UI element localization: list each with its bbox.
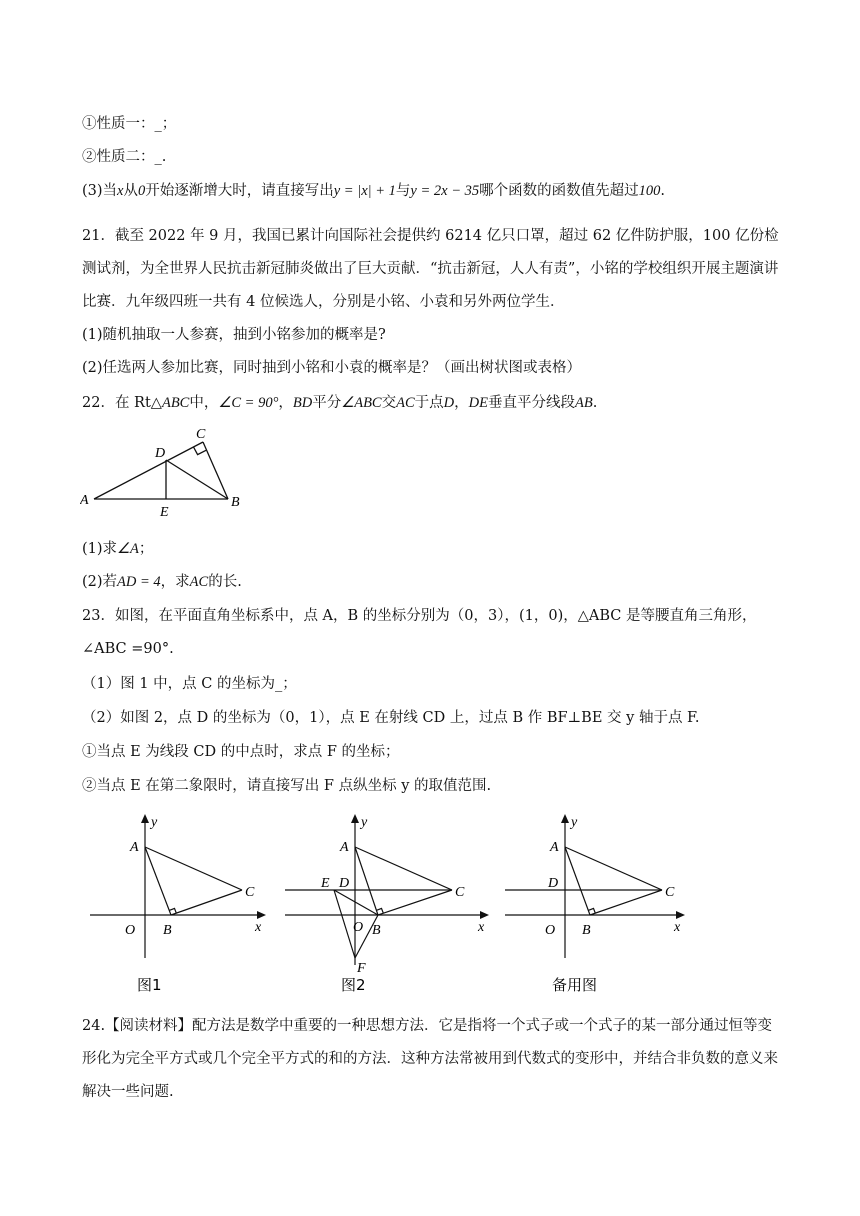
- q20-part3: (3)当x从0开始逐渐增大时，请直接写出y = |x| + 1与y = 2x − 35哪个函数的函数值先超过100.: [82, 183, 665, 199]
- origin-O: O: [353, 920, 364, 935]
- q23-part1: （1）图 1 中，点 C 的坐标为_；: [82, 676, 297, 692]
- point-B: B: [163, 923, 172, 938]
- axis-x-label: x: [674, 920, 681, 935]
- q23-part2-2: ②当点 E 在第二象限时，请直接写出 F 点纵坐标 y 的取值范围.: [82, 778, 492, 794]
- q22-part2: (2)若AD = 4，求AC的长.: [82, 574, 242, 590]
- label-C: C: [196, 427, 206, 442]
- q22-text: 22．在 Rt△ABC中，∠C = 90°，BD平分∠ABC交AC于点D，DE垂直平分线段AB.: [82, 395, 598, 411]
- point-B: B: [582, 923, 591, 938]
- origin-O: O: [545, 923, 556, 938]
- q20-property-one: ①性质一：_；: [82, 116, 177, 132]
- label-B: B: [231, 495, 240, 510]
- axis-x-label: x: [255, 920, 262, 935]
- q23-text: 23．如图，在平面直角坐标系中，点 A，B 的坐标分别为（0，3），(1，0)，△ABC 是等腰直角三角形，∠ABC =90°.: [82, 608, 757, 657]
- axis-y-label: y: [361, 815, 368, 830]
- figure-1-caption: 图1: [137, 976, 162, 994]
- axis-y-label: y: [571, 815, 578, 830]
- axis-x-label: x: [478, 920, 485, 935]
- figure-2-caption: 图2: [341, 976, 366, 994]
- q23-figure-1: [85, 810, 275, 1000]
- axis-y-label: y: [151, 815, 158, 830]
- point-C: C: [455, 885, 465, 900]
- function-one: y = |x| + 1: [333, 183, 396, 199]
- q23-figure-reserve: [500, 810, 700, 1000]
- q24-text: 24.【阅读材料】配方法是数学中重要的一种思想方法．它是指将一个式子或一个式子的某一部分通过恒等变形化为完全平方式或几个完全平方式的和的方法．这种方法常被用到代数式的变形中，并结合非负数的意义来解决一些问题.: [82, 1018, 778, 1100]
- point-A: A: [130, 840, 139, 855]
- q23-part2: （2）如图 2，点 D 的坐标为（0，1），点 E 在射线 CD 上，过点 B 作 BF⊥BE 交 y 轴于点 F.: [82, 710, 700, 726]
- label-E: E: [160, 505, 169, 520]
- q22-part1: (1)求∠A；: [82, 541, 154, 557]
- function-two: y = 2x − 35: [410, 183, 480, 199]
- point-B: B: [372, 923, 381, 938]
- point-D: D: [548, 876, 559, 891]
- q21-part1: (1)随机抽取一人参赛，抽到小铭参加的概率是?: [82, 327, 386, 343]
- point-F: F: [357, 961, 366, 976]
- q20-property-two: ②性质二：_.: [82, 149, 167, 165]
- point-C: C: [245, 885, 255, 900]
- q21-text: 21．截至 2022 年 9 月，我国已累计向国际社会提供约 6214 亿只口罩，超过 62 亿件防护服，100 亿份检测试剂，为全世界人民抗击新冠肺炎做出了巨大贡献．“抗击新冠，人人有责”，小铭的学校组织开展主题演讲比赛．九年级四班一共有 4 位候选人，分别是小铭、小袁和另外两位学生．: [82, 228, 779, 310]
- label-A: A: [80, 493, 89, 508]
- point-E: E: [321, 876, 330, 891]
- label-D: D: [155, 446, 166, 461]
- q21-part2: (2)任选两人参加比赛，同时抽到小铭和小袁的概率是？（画出树状图或表格）: [82, 360, 582, 376]
- var-x: x: [117, 183, 124, 199]
- q22-triangle-figure: [80, 425, 260, 520]
- point-D: D: [339, 876, 350, 891]
- reserve-figure-caption: 备用图: [552, 976, 598, 994]
- point-A: A: [550, 840, 559, 855]
- origin-O: O: [125, 923, 136, 938]
- point-C: C: [665, 885, 675, 900]
- q23-part2-1: ①当点 E 为线段 CD 的中点时，求点 F 的坐标；: [82, 744, 400, 760]
- q23-figure-2: [280, 810, 490, 1000]
- point-A: A: [340, 840, 349, 855]
